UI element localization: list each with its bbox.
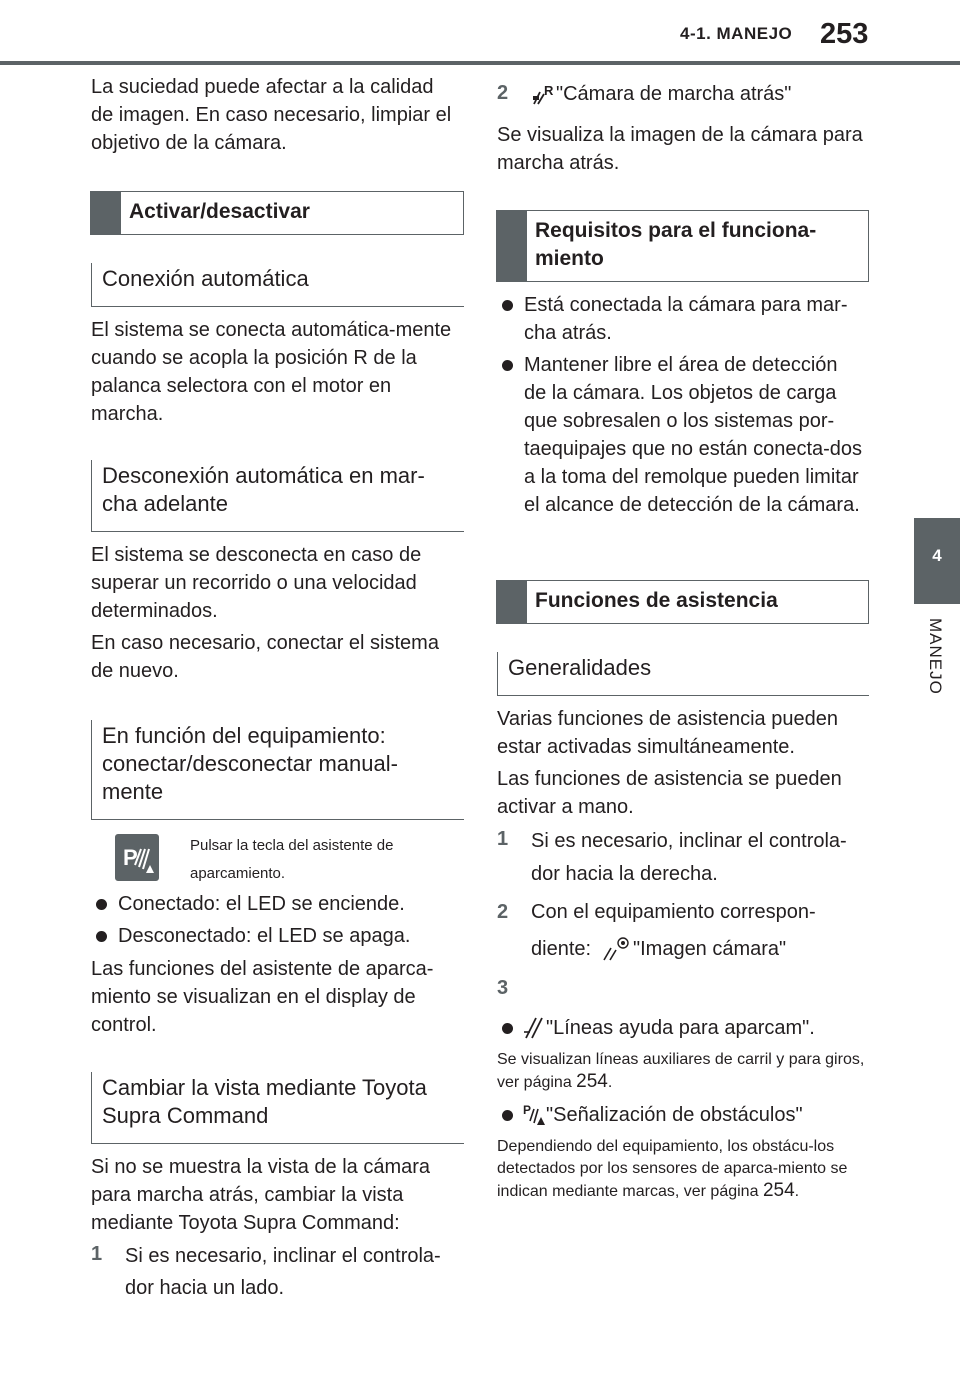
paragraph-visualiza: Se visualiza la imagen de la cámara para marcha atrás. <box>497 124 863 174</box>
bullet-conectada: Está conectada la cámara para mar-cha atrás. <box>524 294 848 344</box>
step-number: 2 <box>497 82 509 104</box>
small-senal-text: Dependiendo del equipamiento, los obstácu-los detectados por los sensores de aparca-miento se indican mediante marcas, ver página <box>497 1138 848 1200</box>
heading-funciones <box>496 580 869 624</box>
bullet-desconectado: Desconectado: el LED se apaga. <box>118 925 411 947</box>
step-1-text: Si es necesario, inclinar el controla-dor hacia un lado. <box>125 1245 441 1299</box>
paragraph-desconexion-2: En caso necesario, conectar el sistema de nuevo. <box>91 632 439 682</box>
paragraph-varias: Varias funciones de asistencia pueden estar activadas simultáneamente. <box>497 708 838 758</box>
heading-text: Requisitos para el funciona-miento <box>535 219 817 270</box>
chapter-number: 4 <box>932 546 942 565</box>
step-number: 1 <box>91 1243 103 1265</box>
step-2-right-line-2: diente: <box>531 938 592 960</box>
subheading-text: Conexión automática <box>102 266 309 291</box>
svg-text:P: P <box>123 845 138 870</box>
step-number: 1 <box>497 828 509 850</box>
pulsar-tecla-text: Pulsar la tecla del asistente de aparcamiento. <box>190 837 394 882</box>
bullet-dot <box>502 1110 513 1121</box>
park-assist-key-icon <box>115 834 159 881</box>
page-number: 253 <box>820 18 869 50</box>
paragraph-cambiar: Si no se muestra la vista de la cámara para marcha atrás, cambiar la vista mediante Toyota Supra Command: <box>91 1156 431 1234</box>
intro-paragraph: La suciedad puede afectar a la calidad de imagen. En caso necesario, limpiar el objetivo de la cámara. <box>91 76 452 154</box>
step-number: 2 <box>497 901 509 923</box>
svg-text:P: P <box>523 1103 532 1117</box>
small-lineas: Se visualizan líneas auxiliares de carril y para giros, ver página 254. <box>497 1051 865 1092</box>
step-2-text: "Cámara de marcha atrás" <box>556 83 792 105</box>
subheading-conexion <box>91 263 464 307</box>
subheading-equipamiento <box>91 720 464 820</box>
heading-bar <box>497 211 527 281</box>
section-title: 4-1. MANEJO <box>680 24 793 43</box>
camera-settings-icon <box>601 934 631 962</box>
subheading-cambiar <box>91 1072 464 1144</box>
bullet-mantener: Mantener libre el área de detección de la cámara. Los objetos de carga que sobresalen o los sistemas por-taequipajes que no están conecta-dos a la toma del remolque pueden limitar el alcance de detección de la cámara. <box>524 354 863 516</box>
heading-activar <box>90 191 464 235</box>
heading-text: Funciones de asistencia <box>535 589 778 612</box>
bullet-lineas: "Líneas ayuda para aparcam". <box>546 1017 815 1039</box>
subheading-desconexion <box>91 460 464 532</box>
heading-text: Activar/desactivar <box>129 200 310 223</box>
step-1-right-text: Si es necesario, inclinar el controla-dor hacia la derecha. <box>531 830 847 885</box>
bullet-dot <box>96 899 107 910</box>
small-senal: Dependiendo del equipamiento, los obstácu-los detectados por los sensores de aparca-miento se indican mediante marcas, ver página 254. <box>497 1138 848 1201</box>
paragraph-mano: Las funciones de asistencia se pueden activar a mano. <box>497 768 842 818</box>
subheading-text: Cambiar la vista mediante Toyota Supra Command <box>102 1075 427 1128</box>
chapter-label: MANEJO <box>926 618 945 695</box>
heading-bar <box>91 192 121 234</box>
bullet-senal: "Señalización de obstáculos" <box>546 1104 803 1126</box>
obstacle-warning-icon <box>522 1101 546 1127</box>
step-2-right-line-1: Con el equipamiento correspon- <box>531 901 816 923</box>
paragraph-conexion: El sistema se conecta automática-mente cuando se acopla la posición R de la palanca selectora con el motor en marcha. <box>91 319 452 425</box>
step-2-right-imagen: "Imagen cámara" <box>633 938 787 960</box>
heading-requisitos <box>496 210 869 282</box>
park-assist-icon <box>116 835 158 880</box>
step-number: 3 <box>497 977 509 999</box>
page-reference-link[interactable]: 254 <box>762 1180 795 1201</box>
svg-text:R: R <box>544 83 554 98</box>
paragraph-funciones: Las funciones del asistente de aparca-miento se visualizan en el display de control. <box>91 958 434 1036</box>
rear-camera-icon <box>532 82 558 106</box>
header-divider <box>0 61 960 65</box>
parking-lines-icon <box>522 1014 546 1040</box>
subheading-text: Generalidades <box>508 655 652 680</box>
small-lineas-text: Se visualizan líneas auxiliares de carril y para giros, ver página <box>497 1051 865 1091</box>
bullet-conectado: Conectado: el LED se enciende. <box>118 893 405 915</box>
bullet-dot <box>502 360 513 371</box>
bullet-dot <box>502 300 513 311</box>
subheading-text: En función del equipamiento: conectar/desconectar manual-mente <box>102 723 398 804</box>
heading-bar <box>497 581 527 623</box>
bullet-dot <box>502 1023 513 1034</box>
paragraph-desconexion-1: El sistema se desconecta en caso de superar un recorrido o una velocidad determinados. <box>91 544 422 622</box>
subheading-text: Desconexión automática en mar-cha adelante <box>102 463 425 516</box>
bullet-dot <box>96 931 107 942</box>
subheading-generalidades <box>497 652 869 696</box>
page-reference-link[interactable]: 254 <box>576 1071 608 1092</box>
